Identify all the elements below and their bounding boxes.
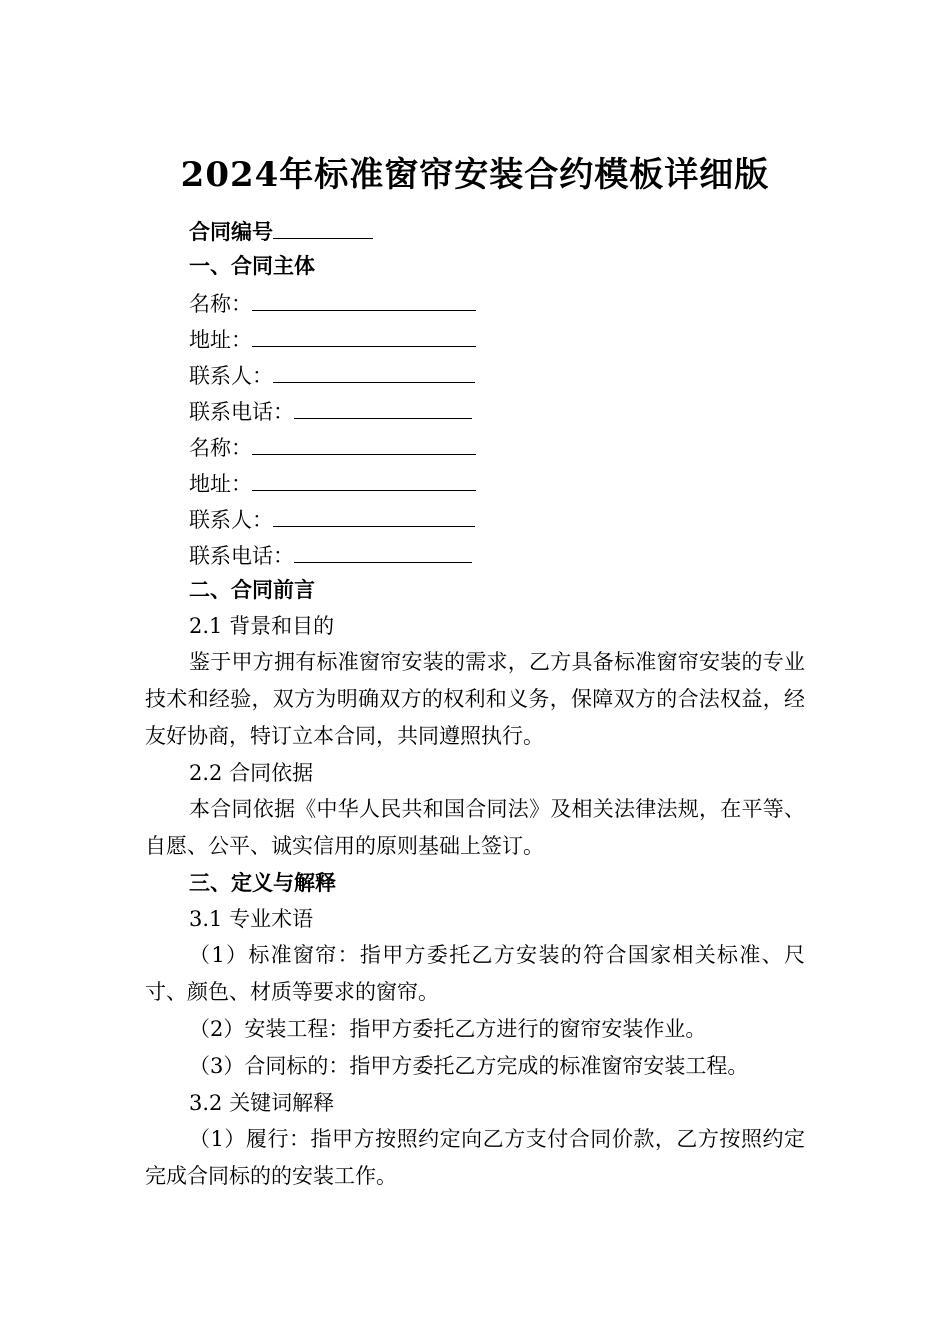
party-a-name-blank bbox=[252, 284, 476, 311]
section-3-1-item-1: （1）标准窗帘：指甲方委托乙方安装的符合国家相关标准、尺寸、颜色、材质等要求的窗帘。 bbox=[145, 943, 805, 1004]
section-3-1-item-2: （2）安装工程：指甲方委托乙方进行的窗帘安装作业。 bbox=[189, 1017, 707, 1041]
party-b-contact-blank bbox=[273, 500, 475, 527]
party-b-name-label: 名称： bbox=[189, 436, 252, 460]
party-b-name-line bbox=[145, 428, 805, 464]
contract-number-label: 合同编号 bbox=[189, 219, 273, 244]
party-a-phone-blank bbox=[294, 392, 472, 419]
section-3-1-title: 3.1 专业术语 bbox=[189, 907, 314, 931]
section-2-2-title: 2.2 合同依据 bbox=[189, 761, 314, 785]
party-a-phone-label: 联系电话： bbox=[189, 400, 294, 424]
section-1-heading: 一、合同主体 bbox=[189, 253, 315, 278]
party-a-phone-line bbox=[145, 392, 805, 428]
party-b-phone-label: 联系电话： bbox=[189, 544, 294, 568]
section-2-heading: 二、合同前言 bbox=[189, 577, 315, 602]
party-b-address-label: 地址： bbox=[189, 472, 252, 496]
document-body bbox=[145, 212, 805, 1195]
party-a-contact-label: 联系人： bbox=[189, 364, 273, 388]
party-b-contact-label: 联系人： bbox=[189, 508, 273, 532]
contract-number-blank bbox=[273, 212, 373, 239]
party-b-contact-line bbox=[145, 500, 805, 536]
party-a-contact-blank bbox=[273, 356, 475, 383]
party-a-name-label: 名称： bbox=[189, 292, 252, 316]
party-b-phone-line bbox=[145, 536, 805, 572]
party-a-address-line bbox=[145, 320, 805, 356]
section-3-1-item-3: （3）合同标的：指甲方委托乙方完成的标准窗帘安装工程。 bbox=[189, 1054, 749, 1078]
party-b-address-line bbox=[145, 464, 805, 500]
party-a-address-blank bbox=[252, 320, 476, 347]
contract-number-line bbox=[145, 212, 805, 248]
party-b-phone-blank bbox=[294, 536, 472, 563]
party-b-address-blank bbox=[252, 464, 476, 491]
section-2-2-paragraph: 本合同依据《中华人民共和国合同法》及相关法律法规，在平等、自愿、公平、诚实信用的原则基础上签订。 bbox=[145, 797, 805, 858]
section-2-1-paragraph: 鉴于甲方拥有标准窗帘安装的需求，乙方具备标准窗帘安装的专业技术和经验，双方为明确双方的权利和义务，保障双方的合法权益，经友好协商，特订立本合同，共同遵照执行。 bbox=[145, 650, 805, 748]
section-3-2-item-1: （1）履行：指甲方按照约定向乙方支付合同价款，乙方按照约定完成合同标的的安装工作。 bbox=[145, 1127, 805, 1188]
party-a-contact-line bbox=[145, 356, 805, 392]
party-b-name-blank bbox=[252, 428, 476, 455]
section-2-1-title: 2.1 背景和目的 bbox=[189, 614, 335, 638]
document-title: 2024年标准窗帘安装合约模板详细版 bbox=[180, 155, 770, 195]
section-3-heading: 三、定义与解释 bbox=[189, 870, 336, 895]
party-a-name-line bbox=[145, 284, 805, 320]
section-3-2-title: 3.2 关键词解释 bbox=[189, 1091, 335, 1115]
party-a-address-label: 地址： bbox=[189, 328, 252, 352]
